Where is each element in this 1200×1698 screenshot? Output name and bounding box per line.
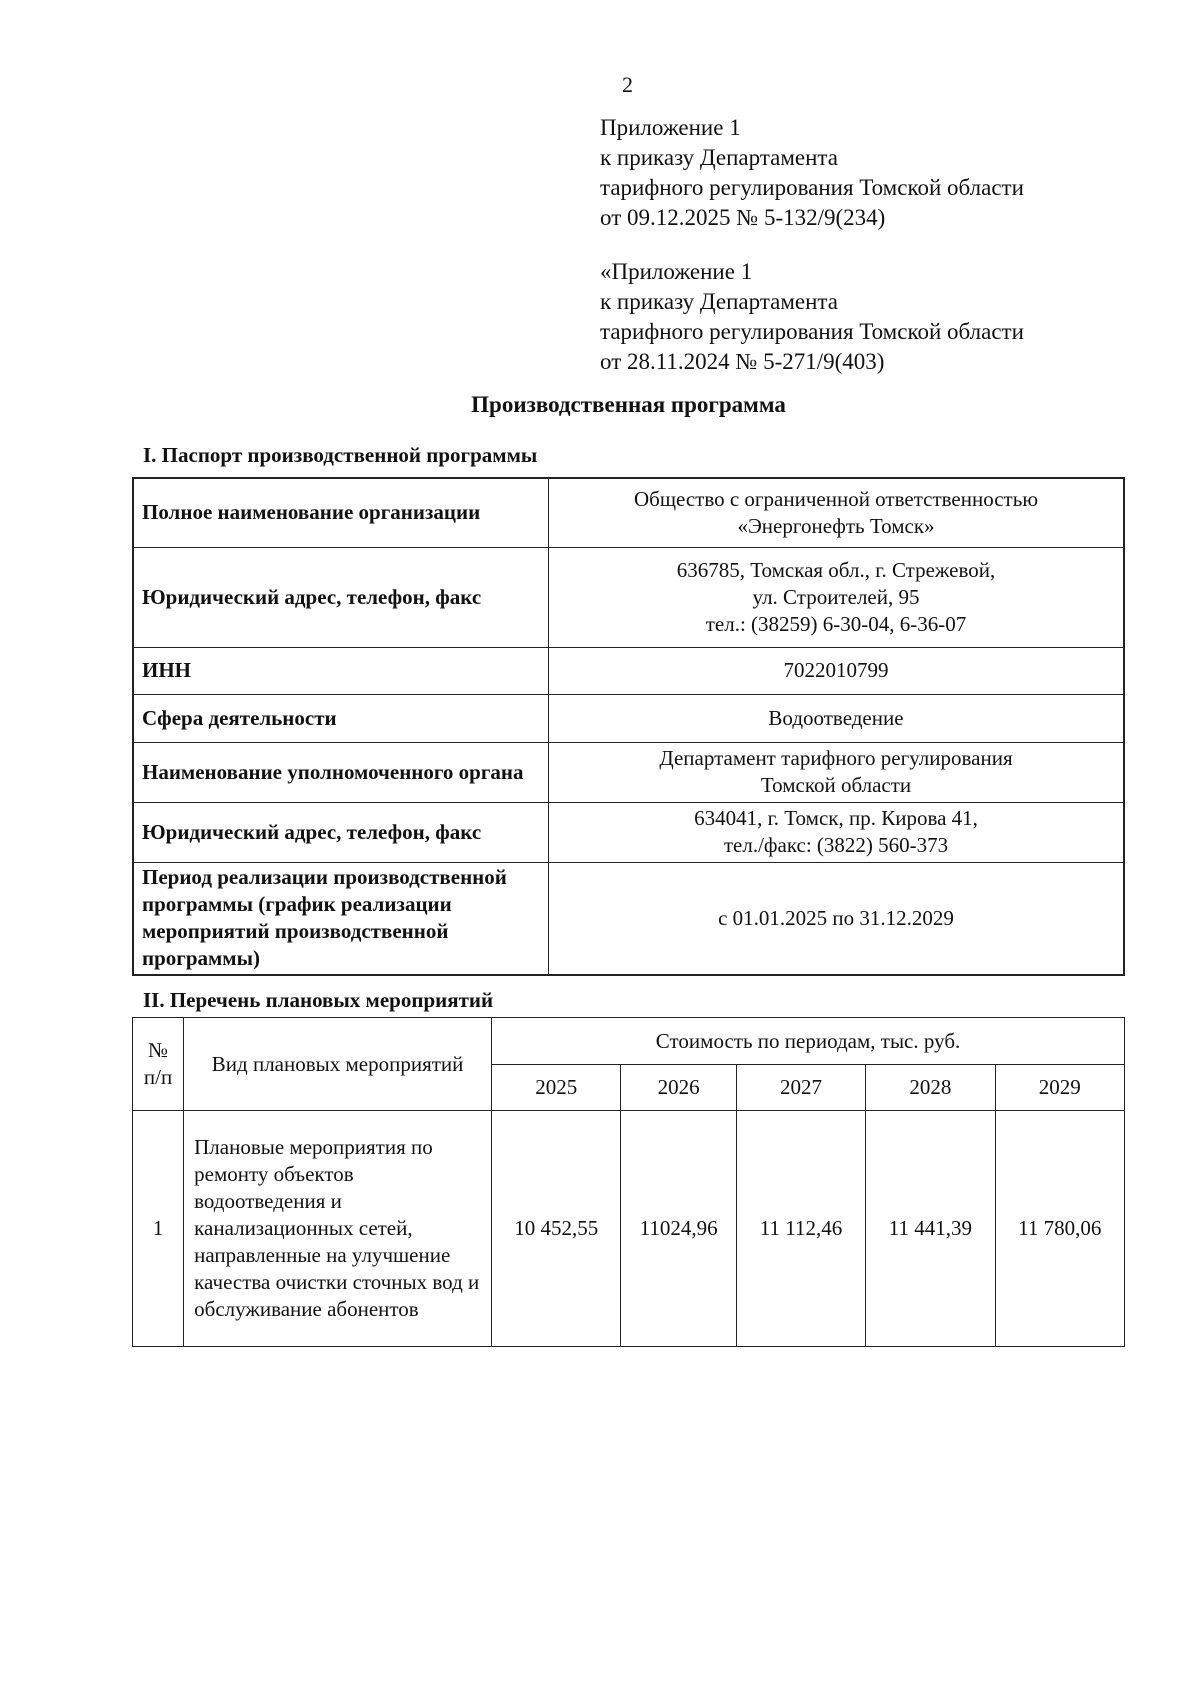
row-label: Юридический адрес, телефон, факс [133,802,549,862]
row-description: Плановые мероприятия по ремонту объектов водоотведения и канализационных сетей, направленные на улучшение качества очистки сточных вод и обслуживание абонентов [184,1111,492,1347]
row-value [549,694,1125,742]
row-value [549,802,1125,862]
col-header-number: № п/п [133,1018,184,1111]
row-value [549,862,1125,975]
appendix-line: к приказу Департамента [600,289,838,314]
table-row [133,547,1124,647]
row-value: 11 441,39 [866,1111,995,1347]
appendix-line: к приказу Департамента [600,145,838,170]
header-row [133,1018,1125,1065]
col-header-year: 2027 [736,1065,865,1111]
row-number: 1 [133,1111,184,1347]
col-header-cost: Стоимость по периодам, тыс. руб. [492,1018,1125,1065]
col-header-year: 2029 [995,1065,1124,1111]
value-line: Департамент тарифного регулирования [659,746,1013,770]
row-label: Наименование уполномоченного органа [133,742,549,802]
row-label: Юридический адрес, телефон, факс [133,547,549,647]
col-header-year: 2028 [866,1065,995,1111]
value-line: «Энергонефть Томск» [737,513,935,538]
row-label: Период реализации производственной программы (график реализации мероприятий производственной программы) [133,862,549,975]
value-line: Общество с ограниченной ответственностью [633,486,1039,511]
appendix-line: «Приложение 1 [600,259,753,284]
page-number: 2 [622,72,633,97]
value-line: тел./факс: (3822) 560-373 [723,833,949,857]
row-value [549,547,1125,647]
appendix-line: тарифного регулирования Томской области [600,319,1024,344]
appendix-line: тарифного регулирования Томской области [600,175,1024,200]
row-value: 10 452,55 [492,1111,621,1347]
row-value: 11 780,06 [995,1111,1124,1347]
value-line: с 01.01.2025 по 31.12.2029 [718,905,954,930]
appendix-line: от 09.12.2025 № 5-132/9(234) [600,205,886,230]
appendix-line: от 28.11.2024 № 5-271/9(403) [600,349,885,374]
table-row [133,478,1124,547]
row-label: ИНН [133,647,549,694]
appendix-previous [600,257,1024,377]
row-label: Сфера деятельности [133,694,549,742]
passport-table [132,477,1125,976]
table-row [133,802,1124,862]
planned-activities-table [132,1017,1125,1347]
value-line: Томской области [760,773,912,797]
appendix-current [600,113,1024,233]
table-row [133,694,1124,742]
value-line: 634041, г. Томск, пр. Кирова 41, [694,806,978,830]
section-1-heading: I. Паспорт производственной программы [143,443,538,467]
value-line: ул. Строителей, 95 [752,584,920,609]
col-header-year: 2026 [621,1065,736,1111]
row-value [549,478,1125,547]
table-row [133,1111,1125,1347]
row-value [549,647,1125,694]
section-2-heading: II. Перечень плановых мероприятий [143,988,494,1012]
value-line: Водоотведение [768,705,904,730]
appendix-line: Приложение 1 [600,115,741,140]
document-title: Производственная программа [471,392,786,417]
table-row [133,862,1124,975]
col-header-year: 2025 [492,1065,621,1111]
col-header-activity-type: Вид плановых мероприятий [184,1018,492,1111]
value-line: 636785, Томская обл., г. Стрежевой, [676,557,996,582]
row-value [549,742,1125,802]
value-line: 7022010799 [783,658,889,682]
value-line: тел.: (38259) 6-30-04, 6-36-07 [705,611,967,636]
table-row [133,742,1124,802]
row-value: 11024,96 [621,1111,736,1347]
row-label: Полное наименование организации [133,478,549,547]
row-value: 11 112,46 [736,1111,865,1347]
table-row [133,647,1124,694]
